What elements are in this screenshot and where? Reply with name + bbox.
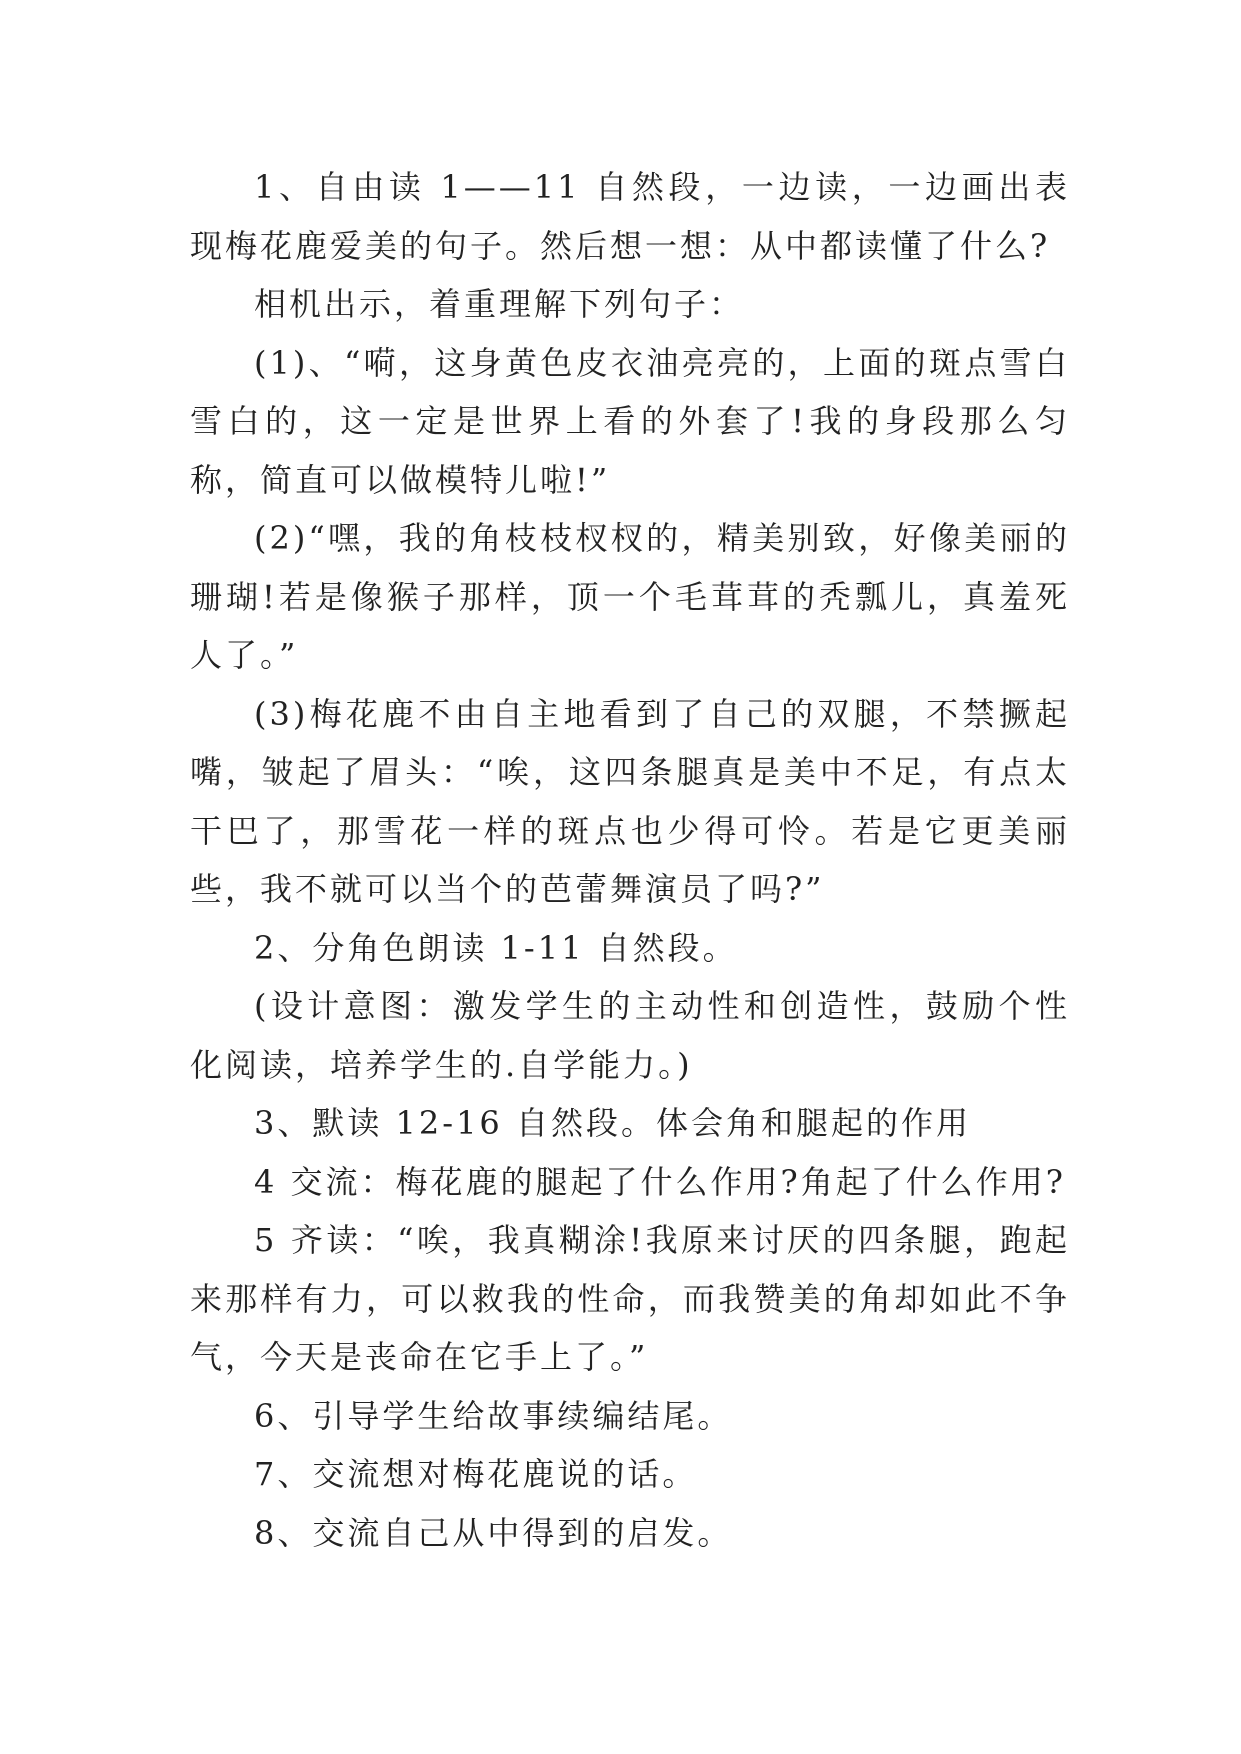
paragraph-1: 1、自由读 1——11 自然段，一边读，一边画出表现梅花鹿爱美的句子。然后想一想：从中都读懂了什么? <box>190 168 1070 265</box>
paragraph-2: 相机出示，着重理解下列句子： <box>254 285 745 323</box>
paragraph-12: 7、交流想对梅花鹿说的话。 <box>254 1455 698 1493</box>
paragraph-5: (3)梅花鹿不由自主地看到了自己的双腿，不禁撅起嘴，皱起了眉头：“唉，这四条腿真是美中不足，有点太干巴了，那雪花一样的斑点也少得可怜。若是它更美丽些，我不就可以当个的芭蕾舞演员了吗?” <box>190 694 1070 908</box>
paragraph-3: (1)、“嗬，这身黄色皮衣油亮亮的，上面的斑点雪白雪白的，这一定是世界上看的外套了!我的身段那么匀称，简直可以做模特儿啦!” <box>190 343 1070 499</box>
document-body <box>190 158 1070 1562</box>
paragraph-10: 5 齐读：“唉，我真糊涂!我原来讨厌的四条腿，跑起来那样有力，可以救我的性命，而我赞美的角却如此不争气，今天是丧命在它手上了。” <box>190 1221 1070 1376</box>
paragraph-8: 3、默读 12-16 自然段。体会角和腿起的作用 <box>254 1104 971 1142</box>
paragraph-11: 6、引导学生给故事续编结尾。 <box>254 1396 733 1435</box>
paragraph-4: (2)“嘿，我的角枝枝杈杈的，精美别致，好像美丽的珊瑚!若是像猴子那样，顶一个毛茸茸的秃瓢儿，真羞死人了。” <box>190 519 1070 674</box>
paragraph-9: 4 交流：梅花鹿的腿起了什么作用?角起了什么作用? <box>254 1162 1066 1201</box>
paragraph-6: 2、分角色朗读 1-11 自然段。 <box>254 928 738 967</box>
paragraph-13: 8、交流自己从中得到的启发。 <box>254 1513 733 1552</box>
paragraph-7: (设计意图：激发学生的主动性和创造性，鼓励个性化阅读，培养学生的.自学能力。) <box>190 987 1070 1084</box>
